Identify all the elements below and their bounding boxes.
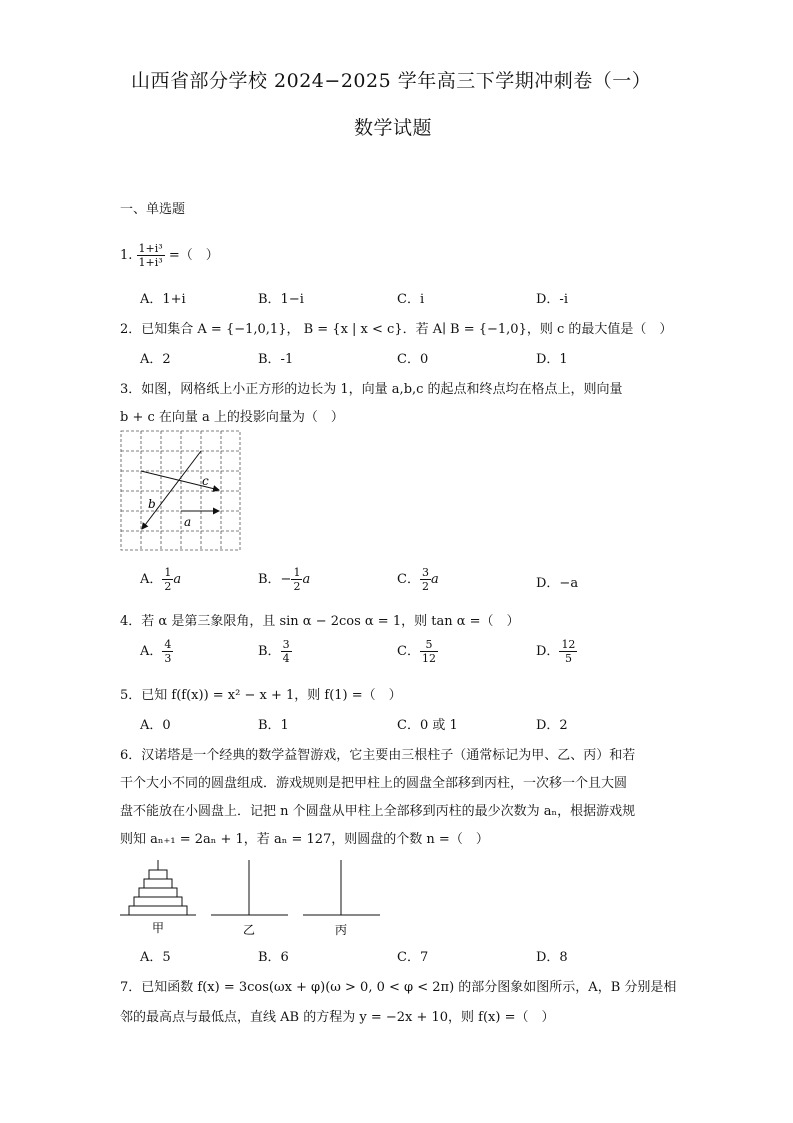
q3-option-c-prefix: C． — [397, 572, 420, 587]
q1-option-d: D．-i — [536, 292, 568, 307]
q4-option-d-den: 5 — [564, 652, 572, 665]
question-4: 4．若 α 是第三象限角，且 sin α − 2cos α = 1，则 tan α =（ ） — [120, 614, 520, 629]
q5-option-d: D．2 — [536, 718, 568, 733]
q3-option-b-num: 1 — [293, 566, 301, 579]
question-1-denominator: 1+i³ — [138, 256, 163, 269]
q3-option-a-prefix: A． — [140, 572, 163, 587]
grid-lines — [121, 431, 240, 550]
q4-option-b-num: 3 — [282, 638, 290, 651]
q3-option-a-num: 1 — [164, 566, 172, 579]
question-1-numerator: 1+i³ — [138, 242, 163, 255]
hanoi-figure — [118, 858, 384, 938]
question-5: 5．已知 f(f(x)) = x² − x + 1，则 f(1) =（ ） — [120, 688, 402, 703]
question-3-line-1: 3．如图，网格纸上小正方形的边长为 1，向量 a,b,c 的起点和终点均在格点上，则向量 — [120, 382, 623, 397]
q2-option-c: C．0 — [397, 352, 429, 367]
q4-option-c — [397, 638, 438, 665]
q3-option-a-vector: a — [173, 572, 182, 587]
q4-option-d — [536, 638, 577, 665]
q4-option-b-den: 4 — [282, 652, 290, 665]
q4-option-d-fraction — [559, 638, 577, 665]
disk-5 — [129, 906, 187, 915]
section-heading: 一、单选题 — [120, 202, 186, 217]
q6-option-b: B．6 — [258, 950, 289, 965]
q4-option-d-num: 12 — [561, 638, 576, 651]
q3-option-a-den: 2 — [164, 580, 172, 593]
disk-1 — [149, 870, 167, 879]
label-b: b — [148, 497, 156, 511]
pillar-label-bing: 丙 — [335, 923, 348, 937]
question-1-fraction — [137, 242, 165, 269]
q5-option-b: B．1 — [258, 718, 289, 733]
q2-option-d: D．1 — [536, 352, 568, 367]
disk-3 — [139, 888, 177, 897]
q4-option-d-prefix: D． — [536, 644, 560, 659]
question-7-line-1: 7．已知函数 f(x) = 3cos(ωx + φ)(ω > 0, 0 < φ < 2π) 的部分图象如图所示，A，B 分别是相 — [120, 980, 677, 995]
q4-option-a-den: 3 — [164, 652, 172, 665]
question-6-line-2: 干个大小不同的圆盘组成．游戏规则是把甲柱上的圆盘全部移到丙柱，一次移一个且大圆 — [120, 776, 628, 791]
q4-option-a-num: 4 — [164, 638, 172, 651]
q4-option-a-prefix: A． — [140, 644, 163, 659]
q3-option-b-prefix: B．− — [258, 572, 292, 587]
q4-option-a — [140, 638, 173, 665]
q2-option-a: A．2 — [140, 352, 171, 367]
q6-option-a: A．5 — [140, 950, 171, 965]
pillar-label-yi: 乙 — [243, 923, 256, 937]
q3-option-c-den: 2 — [421, 580, 429, 593]
q3-option-c — [397, 566, 439, 593]
q1-option-b: B．1−i — [258, 292, 304, 307]
question-2: 2．已知集合 A = {−1,0,1}， B = {x | x < c}．若 A∣ B = {−1,0}，则 c 的最大值是（ ） — [120, 322, 673, 337]
question-6-line-1: 6．汉诺塔是一个经典的数学益智游戏，它主要由三根柱子（通常标记为甲、乙、丙）和若 — [120, 748, 636, 763]
q4-option-b-prefix: B． — [258, 644, 281, 659]
q4-option-c-prefix: C． — [397, 644, 420, 659]
q3-option-c-fraction — [420, 566, 431, 593]
q3-option-d: D．−a — [536, 576, 579, 591]
question-3-line-2: b + c 在向量 a 上的投影向量为（ ） — [120, 410, 344, 425]
q2-option-b: B．-1 — [258, 352, 294, 367]
q5-option-a: A．0 — [140, 718, 171, 733]
page-subtitle: 数学试题 — [354, 117, 433, 139]
q6-option-d: D．8 — [536, 950, 568, 965]
q1-option-c: C．i — [397, 292, 425, 307]
label-a: a — [184, 515, 192, 529]
question-1-tail: =（ ） — [168, 248, 219, 263]
q4-option-c-den: 12 — [421, 652, 436, 665]
vector-b-arrow — [142, 451, 201, 529]
disk-4 — [134, 897, 182, 906]
q3-option-c-vector: a — [430, 572, 439, 587]
q3-option-c-num: 3 — [421, 566, 429, 579]
question-1 — [120, 242, 219, 269]
q3-option-b-vector: a — [302, 572, 311, 587]
disk-2 — [144, 879, 172, 888]
q3-option-b — [258, 566, 310, 593]
q3-option-b-fraction — [291, 566, 302, 593]
q4-option-b — [258, 638, 292, 665]
q3-option-a — [140, 566, 181, 593]
q4-option-a-fraction — [162, 638, 173, 665]
page-title: 山西省部分学校 2024−2025 学年高三下学期冲刺卷（一） — [131, 70, 652, 92]
q5-option-c: C．0 或 1 — [397, 718, 458, 733]
q4-option-c-fraction — [420, 638, 438, 665]
question-1-number: 1. — [120, 248, 133, 263]
q3-option-a-fraction — [162, 566, 173, 593]
question-6-line-3: 盘不能放在小圆盘上．记把 n 个圆盘从甲柱上全部移到丙柱的最少次数为 aₙ，根据游戏规 — [120, 804, 636, 819]
question-6-line-4: 则知 aₙ₊₁ = 2aₙ + 1，若 aₙ = 127，则圆盘的个数 n =（ ） — [120, 832, 489, 847]
q1-option-a: A．1+i — [140, 292, 186, 307]
question-7-line-2: 邻的最高点与最低点，直线 AB 的方程为 y = −2x + 10，则 f(x) =（ ） — [120, 1010, 555, 1025]
vector-grid-figure — [120, 430, 242, 552]
q3-option-b-den: 2 — [293, 580, 301, 593]
pillar-label-jia: 甲 — [152, 921, 165, 935]
q4-option-b-fraction — [281, 638, 292, 665]
label-c: c — [202, 474, 209, 488]
q4-option-c-num: 5 — [420, 638, 438, 652]
q6-option-c: C．7 — [397, 950, 429, 965]
